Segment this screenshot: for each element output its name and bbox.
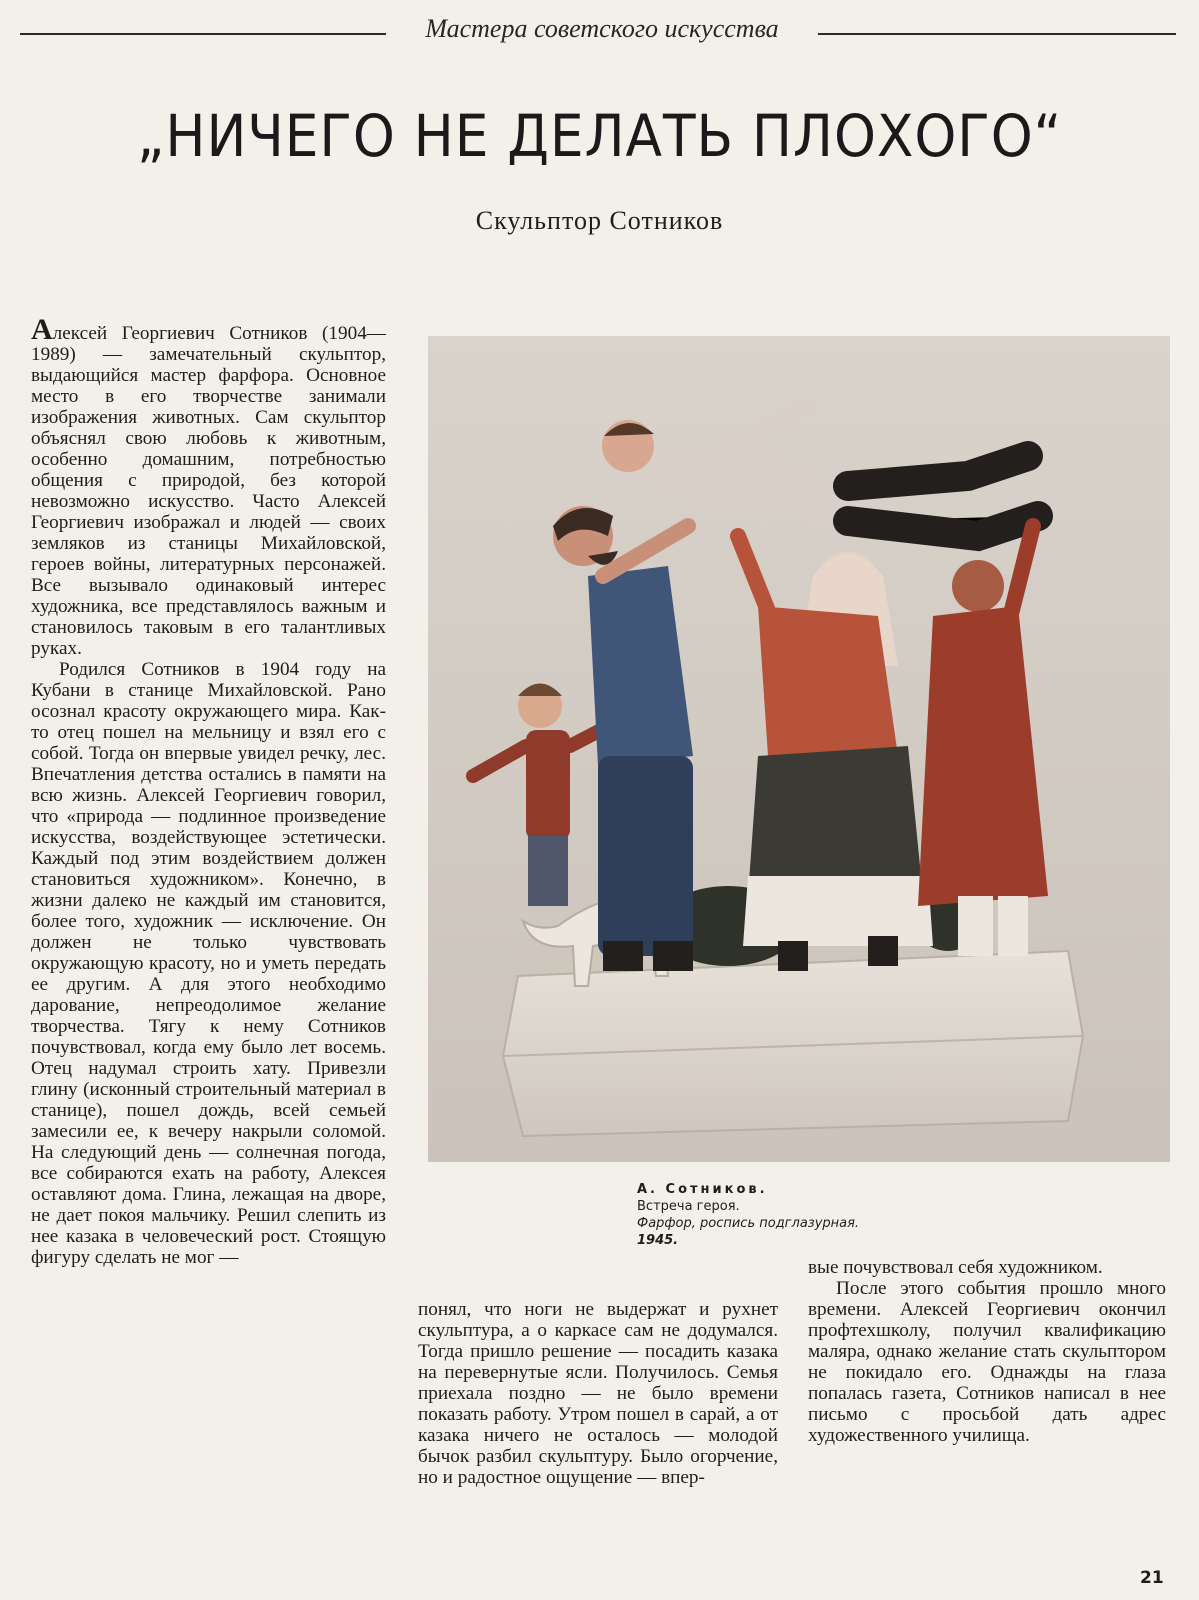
paragraph-3: понял, что ноги не выдержат и рухнет скульптура, а о каркасе сам не додумался. Тогда пришло решение — посадить казака на перевернутые ясли. Получилось. Семья приехала поздно — не было времени показать работу. Утром пошел в сарай, а от казака ничего не осталось — молодой бычок разбил скульптуру. Было огорчение, но и радостное ощущение — впер-: [418, 1299, 778, 1488]
drop-cap: А: [31, 313, 53, 346]
text-column-3: [808, 1257, 1166, 1446]
paragraph-4: вые почувствовал себя художником.: [808, 1257, 1103, 1278]
caption-author: А. Сотников.: [637, 1182, 768, 1197]
paragraph-1-text: лексей Георгиевич Сотников (1904—1989) — замечательный скульптор, выдающийся мастер фарфора. Основное место в его творчестве занимали изображения животных. Сам скульптор объяснял свою любовь к животным, особенно домашним, потребностью общения с природой, без которой невозможно искусство. Часто Алексей Георгиевич изображал и людей — своих земляков из станицы Михайловской, героев войны, литературных персонажей. Все вызывало одинаковый интерес художника, все представлялось важным и становилось таковым в его талантливых руках.: [31, 323, 386, 659]
section-label: Мастера советского искусства: [425, 14, 779, 43]
text-column-1: [31, 313, 386, 1268]
sculpture-photo: [428, 336, 1170, 1162]
caption-title: Встреча героя.: [637, 1199, 740, 1214]
paragraph-5: После этого события прошло много времени. Алексей Георгиевич окончил профтехшколу, получил квалификацию маляра, однако желание стать скульптором не покидало его. Однажды на глаза попалась газета, Сотников написал в нее письмо с просьбой дать адрес художественного училища.: [808, 1278, 1166, 1446]
caption-technique: Фарфор, роспись подглазурная.: [637, 1216, 860, 1231]
caption-year: 1945.: [637, 1233, 679, 1248]
paragraph-2: Родился Сотников в 1904 году на Кубани в станице Михайловской. Рано осознал красоту окружающего мира. Как-то отец пошел на мельницу и взял его с собой. Тогда он впервые увидел речку, лес. Впечатления детства остались в памяти на всю жизнь. Алексей Георгиевич говорил, что «природа — подлинное произведение искусства, воздействующее эстетически. Каждый под этим воздействием должен становиться художником». Конечно, в жизни далеко не каждый им становится, более того, художник — исключение. Он должен не только чувствовать окружающую красоту, но и уметь передать ее другим. А для этого необходимо дарование, непреодолимое желание творчества. Тягу к нему Сотников почувствовал, когда ему было лет восемь. Отец надумал строить хату. Привезли глину (исконный строительный материал в станице), пошел дождь, всей семьей замесили ее, к вечеру накрыли соломой. На следующий день — солнечная погода, все собираются ехать на работу, Алексея оставляют дома. Глина, лежащая на дворе, не дает покоя мальчику. Решил слепить из нее казака в человеческий рост. Стоящую фигуру сделать не мог —: [31, 659, 386, 1268]
header-rule-right: [818, 33, 1176, 35]
page-number: 21: [1140, 1568, 1164, 1588]
porcelain-sculpture-illustration: [428, 336, 1170, 1162]
text-column-2: [418, 1299, 778, 1488]
article-title: „НИЧЕГО НЕ ДЕЛАТЬ ПЛОХОГО“: [136, 102, 1063, 170]
header-rule-left: [20, 33, 386, 35]
article-subtitle: Скульптор Сотников: [475, 206, 724, 235]
figure-caption: [637, 1181, 937, 1249]
paragraph-1: [31, 313, 386, 659]
